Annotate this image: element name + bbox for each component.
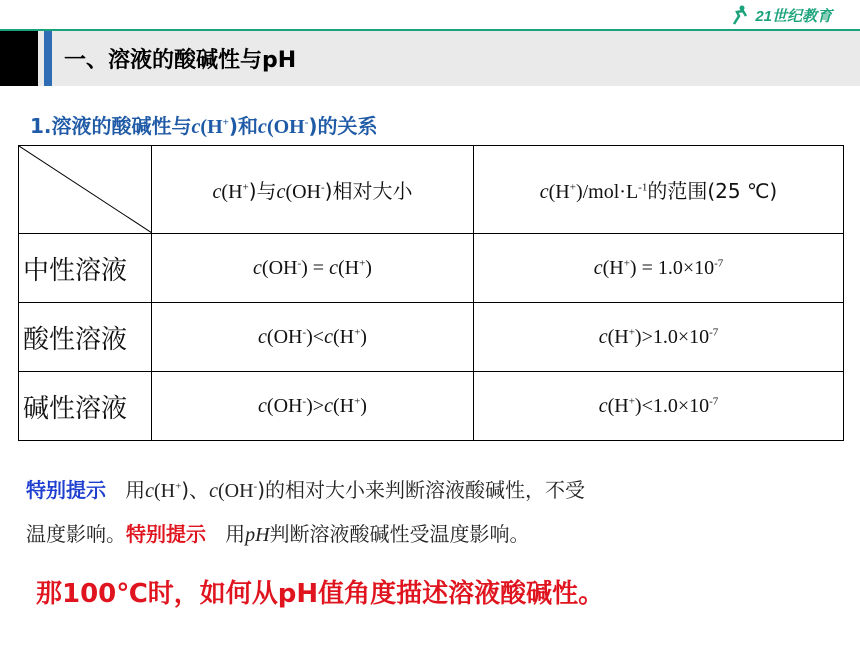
- hdr3-b-sup: -1: [638, 181, 648, 194]
- rel-e: ): [360, 325, 367, 348]
- rel-a: (OH: [266, 325, 303, 348]
- rel-a: (OH: [266, 394, 303, 417]
- tip1-oh: (OH: [218, 480, 254, 502]
- range-b: ) = 1.0×10: [629, 256, 715, 279]
- table-row: [19, 372, 844, 441]
- range-c: c: [593, 256, 603, 279]
- subtitle-prefix: 1.溶液的酸碱性与: [30, 114, 192, 138]
- hdr2-d: (OH: [285, 181, 321, 203]
- tip1-end: )的相对大小来判断溶液酸碱性，不受: [257, 478, 586, 502]
- hdr2-d-sup: -: [320, 181, 325, 194]
- tip1-h: (H: [153, 480, 176, 502]
- range-a-sup: +: [628, 325, 635, 338]
- rel-c1: c: [253, 256, 262, 279]
- line2-a: 温度影响。: [26, 522, 126, 546]
- row-relation: [152, 234, 474, 303]
- hdr2-a-sup: +: [242, 181, 249, 194]
- rel-a-sup: -: [302, 394, 307, 407]
- rel-c1: c: [258, 325, 267, 348]
- range-b-sup: -7: [709, 394, 719, 407]
- tip2-label: 特别提示: [126, 522, 206, 546]
- rel-b: (H: [332, 394, 355, 417]
- rel-a-sup: -: [297, 256, 302, 269]
- subsection-title: [30, 110, 378, 139]
- tip1-label: 特别提示: [26, 478, 106, 502]
- tip-line-2: [26, 518, 530, 547]
- range-c: c: [598, 394, 608, 417]
- hdr3-c: c: [539, 181, 549, 203]
- header-black-block: [0, 31, 38, 86]
- tip1-mid: )、: [181, 478, 210, 502]
- subtitle-oh: (OH: [266, 116, 305, 138]
- row-label: 碱性溶液: [19, 372, 152, 441]
- conclusion-question: 那100℃时，如何从pH值角度描述溶液酸碱性。: [36, 579, 605, 609]
- table-row: [19, 303, 844, 372]
- range-b: )<1.0×10: [634, 394, 710, 417]
- rel-c1: c: [258, 394, 267, 417]
- header-blue-bar: [44, 31, 52, 86]
- hdr2-c2: c: [276, 181, 286, 203]
- section-title: 一、溶液的酸碱性与pH: [64, 48, 297, 73]
- range-b-sup: -7: [714, 256, 724, 269]
- hdr3-a: (H: [548, 181, 570, 203]
- range-c: c: [598, 325, 608, 348]
- range-a: (H: [607, 394, 629, 417]
- table-corner-cell: [19, 146, 152, 234]
- diagonal-line: [19, 146, 152, 233]
- top-bar: [0, 0, 860, 30]
- rel-b: (H: [332, 325, 355, 348]
- hdr2-e: )相对大小: [324, 179, 413, 203]
- row-range: [474, 303, 844, 372]
- rel-b-sup: +: [354, 394, 361, 407]
- rel-op: )>: [306, 394, 325, 417]
- rel-b-sup: +: [354, 325, 361, 338]
- hdr3-a-sup: +: [569, 181, 576, 194]
- range-b: )>1.0×10: [634, 325, 710, 348]
- hdr2-b: )与: [248, 179, 277, 203]
- rel-c2: c: [329, 256, 338, 279]
- header-range-cell: [474, 146, 844, 234]
- row-label: 酸性溶液: [19, 303, 152, 372]
- runner-icon: [729, 4, 751, 26]
- header-relation-cell: [152, 146, 474, 234]
- logo-text: 21世纪教育: [755, 7, 832, 25]
- rel-c2: c: [324, 394, 333, 417]
- row-range: [474, 372, 844, 441]
- acid-base-table: [18, 145, 844, 441]
- rel-a: (OH: [261, 256, 298, 279]
- rel-a-sup: -: [302, 325, 307, 338]
- rel-op: ) =: [301, 256, 330, 279]
- tip1-a: 用: [125, 478, 146, 502]
- subtitle-oh-sup: -: [304, 116, 309, 129]
- rel-op: )<: [306, 325, 325, 348]
- brand-logo: [729, 4, 832, 26]
- row-relation: [152, 303, 474, 372]
- hdr2-a: (H: [221, 181, 243, 203]
- range-a-sup: +: [628, 394, 635, 407]
- subtitle-mid: )和: [228, 114, 259, 138]
- range-b-sup: -7: [709, 325, 719, 338]
- table-row: [19, 234, 844, 303]
- tip1-c1: c: [145, 480, 154, 502]
- tip2-ph: pH: [245, 524, 270, 546]
- rel-b: (H: [337, 256, 360, 279]
- rel-b-sup: +: [359, 256, 366, 269]
- tip1-c2: c: [209, 480, 218, 502]
- rel-e: ): [365, 256, 372, 279]
- section-header: [0, 31, 860, 86]
- subtitle-h-sup: +: [222, 116, 229, 129]
- range-a-sup: +: [623, 256, 630, 269]
- tip-line-1: [26, 474, 585, 503]
- tip2-end: 判断溶液酸碱性受温度影响。: [269, 522, 530, 546]
- tip1-oh-sup: -: [253, 480, 258, 493]
- range-a: (H: [607, 325, 629, 348]
- hdr3-b: )/mol·L: [575, 181, 639, 203]
- tip2-a: 用: [225, 522, 246, 546]
- rel-e: ): [360, 394, 367, 417]
- table-header-row: [19, 146, 844, 234]
- subtitle-c2: c: [258, 116, 267, 138]
- subtitle-c1: c: [191, 116, 201, 138]
- subtitle-suffix: )的关系: [308, 114, 378, 138]
- row-label: 中性溶液: [19, 234, 152, 303]
- subtitle-h: (H: [200, 116, 223, 138]
- hdr3-e: 的范围(25 ℃): [647, 179, 778, 203]
- row-relation: [152, 372, 474, 441]
- rel-c2: c: [324, 325, 333, 348]
- hdr2-c1: c: [212, 181, 222, 203]
- tip1-h-sup: +: [175, 480, 182, 493]
- range-a: (H: [602, 256, 624, 279]
- row-range: [474, 234, 844, 303]
